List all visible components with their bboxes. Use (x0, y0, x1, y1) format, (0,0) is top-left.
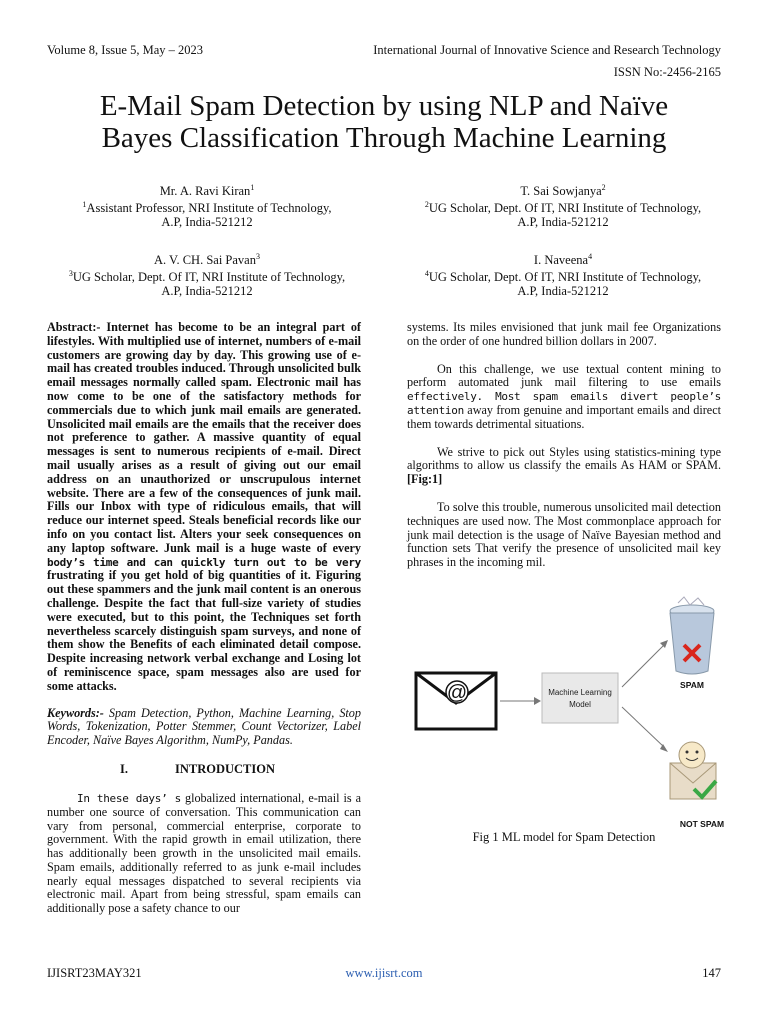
author-name: I. Naveena (533, 253, 589, 268)
author-affiliation: UG Scholar, Dept. Of IT, NRI Institute of Technology, (428, 270, 702, 285)
section-number: I. (120, 761, 128, 776)
title-line-1: E-Mail Spam Detection by using NLP and Naïve (99, 90, 669, 122)
author-location: A.P, India-521212 (161, 284, 253, 299)
left-column (47, 321, 361, 916)
author-location: A.P, India-521212 (161, 215, 253, 230)
right-paragraph-4: To solve this trouble, numerous unsolicited mail detection techniques are used now. The Most commonplace approach for junk mail detection is the usage of Naïve Bayesian method and function sets That verify the presence of unsolicited mail key phrases in the incoming mil. (407, 499, 721, 570)
right-paragraph-2: On this challenge, we use textual content mining to perform automated junk mail filtering to use emails effectively. Most spam emails divert people’s attention away from genuine and important emails and direct them towards detrimental situations. (407, 361, 722, 431)
header-journal: International Journal of Innovative Science and Research Technology (373, 43, 721, 57)
at-symbol: @ (446, 682, 468, 704)
footer-page-number: 147 (702, 966, 721, 980)
trash-bin-icon (670, 597, 714, 674)
ml-model-box (542, 673, 618, 723)
author-affiliation: Assistant Professor, NRI Institute of Technology, (86, 201, 332, 216)
abstract-mono-line: body’s time and can quickly turn out to be very (47, 555, 361, 569)
figure-ml-model (410, 595, 740, 835)
header-volume: Volume 8, Issue 5, May – 2023 (47, 43, 204, 57)
keywords (47, 707, 361, 748)
author-location: A.P, India-521212 (517, 284, 609, 299)
author-name: A. V. CH. Sai Pavan (154, 253, 256, 268)
footer-website-link[interactable]: www.ijisrt.com (345, 966, 423, 980)
author-name: Mr. A. Ravi Kiran (159, 184, 251, 199)
footer-paper-id: IJISRT23MAY321 (47, 966, 142, 980)
right-paragraph-3: We strive to pick out Styles using statistics-mining type algorithms to allow us classify the emails As HAM or SPAM. [Fig:1] (407, 444, 721, 487)
ml-box-line-1: Machine Learning (548, 688, 612, 697)
author-name: T. Sai Sowjanya (520, 184, 602, 199)
author-affiliation: UG Scholar, Dept. Of IT, NRI Institute of Technology, (428, 201, 702, 216)
ml-box-line-2: Model (569, 700, 591, 709)
keywords-text: Spam Detection, Python, Machine Learning, Stop Words, Tokenization, Potter Stemmer, Count Vectorizer, Label Encoder, Naïve Bayes Algorithm, NumPy, Pandas. (47, 705, 361, 748)
author-affiliation: UG Scholar, Dept. Of IT, NRI Institute of Technology, (72, 270, 346, 285)
not-spam-label: NOT SPAM (679, 819, 725, 829)
right-paragraph-1: systems. Its miles envisioned that junk mail fee Organizations on the order of one hundred billion dollars in 2007. (407, 320, 721, 348)
author-location: A.P, India-521212 (517, 215, 609, 230)
section-heading-introduction (47, 763, 361, 779)
paper-title (30, 90, 738, 154)
keywords-label: Keywords:- (47, 705, 104, 720)
author-block-1: Mr. A. Ravi Kiran$^1$ $^1$Assistant Professor, NRI Institute of Technology, A.P, India-521212 (47, 181, 367, 229)
right-column (407, 321, 721, 570)
author-block-3: A. V. CH. Sai Pavan$^3$ $^3$UG Scholar, Dept. Of IT, NRI Institute of Technology, A.P, India-521212 (47, 250, 367, 298)
author-block-2: T. Sai Sowjanya$^2$ $^2$UG Scholar, Dept. Of IT, NRI Institute of Technology, A.P, India-521212 (403, 181, 723, 229)
figure-diagram (410, 595, 740, 835)
header-issn: ISSN No:-2456-2165 (613, 65, 721, 79)
abstract: Abstract:- Internet has become to be an integral part of lifestyles. With multiplied use of internet, numbers of e-mail customers are growing day by day. This growing use of e-mail has created troubles induced. Through unsolicited bulk email messages normally called spam. Electronic mail has now come to be one of the satisfactory methods for commercials due to which junk mail emails are generated. Unsolicited mail emails are the emails that the receiver does not preference to gather. A massive quantity of equal messages is sent to numerous recipients of e-mail. Direct mail usually arises as a result of giving out our email address on an unauthorized or unscrupulous internet website. There are a few of the consequences of junk mail. Fills our Inbox with type of ridiculous emails, that will reduce our internet speed. Steals beneficial records like our info on you contact list. Alters your seek consequences on any laptop software. Junk mail is a huge waste of every body’s time and can quickly turn out to be very frustrating if you get hold of big quantities of it. Figuring out these spammers and the junk mail content is an onerous challenge. Despite the fact that full-size variety of studies were executed, but to this point, the Techniques set forth nevertheless scarcely distinguish spam surveys, and none of them show the Benefits of each eliminated detail compose. Despite increasing network verbal exchange and Losing lot of reminiscence space, spam messages also are used for some attacks. (47, 320, 361, 693)
spam-label: SPAM (680, 680, 704, 690)
figure-reference: [Fig:1] (407, 472, 443, 487)
section-title: INTRODUCTION (175, 761, 276, 776)
title-line-2: Bayes Classification Through Machine Learning (101, 122, 667, 154)
figure-caption: Fig 1 ML model for Spam Detection (472, 830, 656, 844)
author-block-4: I. Naveena$^4$ $^4$UG Scholar, Dept. Of IT, NRI Institute of Technology, A.P, India-521212 (403, 250, 723, 298)
intro-paragraph: In these days’ s globalized international, e-mail is a number one source of conversation. This communication can vary from personal, commercial enterprise, corporate to government. With the rapid growth in email utilization, there has additionally been growth in the unsolicited mail emails. Spam emails, additionally referred to as junk e-mail includes nearly equal messages dispatched to several recipients via electronic mail. Apart from being stressful, spam emails can additionally pose a safety chance to our (47, 790, 361, 916)
